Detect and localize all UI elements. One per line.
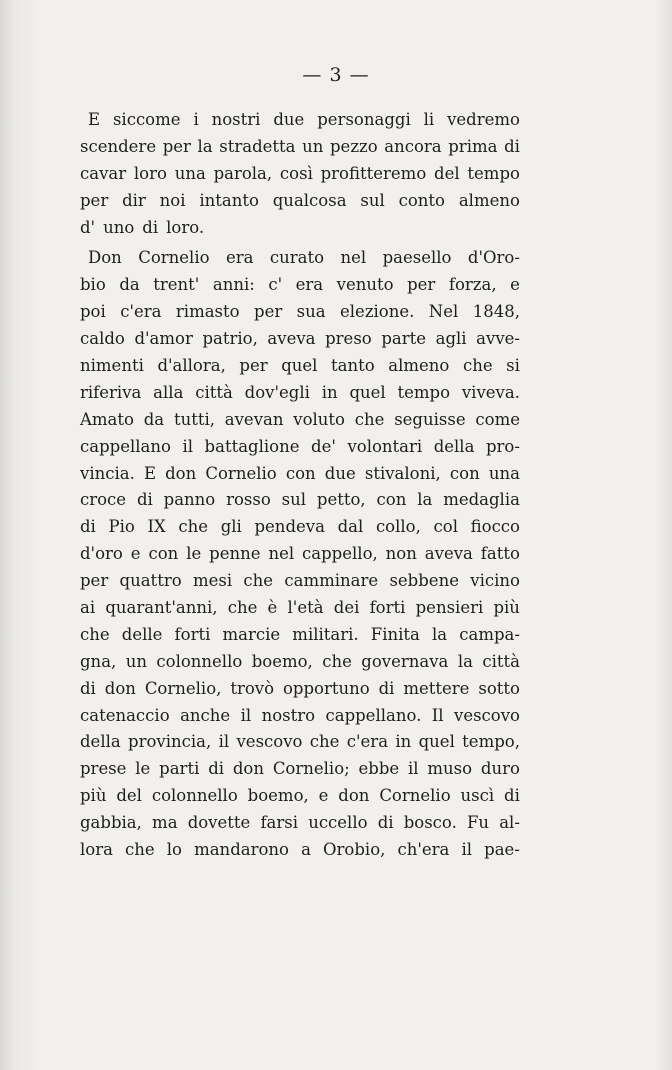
word: un <box>302 136 324 156</box>
word: pendeva <box>254 517 325 537</box>
word: come <box>475 409 520 429</box>
word: vicino <box>470 571 520 591</box>
word: almeno <box>388 356 450 376</box>
word: parte <box>381 329 427 349</box>
word: fatto <box>480 544 520 564</box>
word: in <box>321 382 338 402</box>
word: con <box>449 463 480 483</box>
word: d'amor <box>134 329 193 349</box>
word: d'Oro- <box>467 248 520 268</box>
word: forza, <box>448 275 497 295</box>
word: cappello, <box>302 544 378 564</box>
word: era <box>225 248 254 268</box>
word: rimasto <box>175 302 240 322</box>
text-line <box>80 161 520 188</box>
word: profitteremo <box>320 163 427 183</box>
word: il <box>240 705 252 725</box>
word: della <box>433 436 475 456</box>
text-line <box>80 595 520 622</box>
word: patrio, <box>202 329 258 349</box>
word: fiocco <box>470 517 520 537</box>
word: vescovo <box>454 705 520 725</box>
text-line <box>80 461 520 488</box>
word: Nel <box>428 302 459 322</box>
word: stradetta <box>219 136 296 156</box>
word: parti <box>159 759 200 779</box>
word: che <box>227 598 258 618</box>
word: avevan <box>224 409 284 429</box>
word: con <box>285 463 316 483</box>
word: mettere <box>403 678 470 698</box>
word: aveva <box>267 329 316 349</box>
word: per <box>80 190 109 210</box>
word: forti <box>174 624 211 644</box>
word: cappellano. <box>325 705 422 725</box>
word: c'era <box>120 302 162 322</box>
word: camminare <box>284 571 379 591</box>
word: la <box>197 136 213 156</box>
word: un <box>125 651 147 671</box>
word: il <box>218 732 230 752</box>
word: la <box>417 490 433 510</box>
text-line <box>80 353 520 380</box>
word: trent' <box>153 275 200 295</box>
word: don <box>104 678 136 698</box>
word: due <box>324 463 356 483</box>
word: don <box>338 786 370 806</box>
word: per <box>254 302 283 322</box>
text-line <box>80 134 520 161</box>
word: cavar <box>80 163 127 183</box>
text-line <box>80 703 520 730</box>
word: Don <box>88 248 122 268</box>
word: collo, <box>375 517 421 537</box>
word: personaggi <box>317 110 411 129</box>
text-line <box>80 434 520 461</box>
word: alla <box>153 382 184 402</box>
word: con <box>148 544 179 564</box>
word: marcie <box>222 624 281 644</box>
text-line <box>80 514 520 541</box>
word: pezzo <box>330 136 378 156</box>
word: e <box>510 275 520 295</box>
word: di <box>504 136 520 156</box>
word: parola, <box>213 163 273 183</box>
word: pae- <box>484 840 520 860</box>
page-number: — 3 — <box>302 64 370 86</box>
text-line <box>80 188 520 215</box>
word: la <box>457 651 473 671</box>
word: caldo <box>80 329 125 349</box>
word: di <box>136 490 153 510</box>
word: tanto <box>331 356 375 376</box>
word: gna, <box>80 651 117 671</box>
word: E <box>88 110 101 129</box>
word: preso <box>325 329 372 349</box>
word: gabbia, <box>80 813 142 833</box>
text-line <box>80 810 520 837</box>
word: il <box>408 759 419 779</box>
word: tutti, <box>173 409 215 429</box>
word: Orobio, <box>323 840 386 860</box>
text-line <box>80 380 520 407</box>
word: c'era <box>346 732 389 752</box>
word: trovò <box>230 678 275 698</box>
text-line <box>80 756 520 783</box>
word: intanto <box>199 190 259 210</box>
word: noi <box>159 190 186 210</box>
word: della <box>80 732 121 752</box>
word: provincia, <box>128 732 212 752</box>
word: di <box>377 813 394 833</box>
word: c' <box>268 275 283 295</box>
word: Cornelio <box>138 248 210 268</box>
word: penne <box>209 544 261 564</box>
word: forti <box>369 598 406 618</box>
word: campa- <box>459 624 520 644</box>
word: tempo <box>467 163 520 183</box>
word: col <box>433 517 458 537</box>
word: Cornelio; <box>272 759 350 779</box>
word: anni: <box>212 275 255 295</box>
text-line <box>80 676 520 703</box>
text-line <box>80 568 520 595</box>
word: quattro <box>119 571 182 591</box>
word: battaglione <box>204 436 300 456</box>
body-text <box>80 107 520 864</box>
text-line <box>80 107 520 134</box>
word: E <box>143 463 156 483</box>
word: di <box>80 517 96 537</box>
word: si <box>506 356 520 376</box>
word: petto, <box>316 490 366 510</box>
word: più <box>80 786 107 806</box>
word: de' <box>311 436 336 456</box>
word: anche <box>180 705 231 725</box>
word: governava <box>361 651 449 671</box>
word: elezione. <box>340 302 415 322</box>
word: del <box>434 163 460 183</box>
word: loro <box>133 163 167 183</box>
text-line <box>80 215 520 242</box>
text-line <box>80 649 520 676</box>
word: seguisse <box>394 409 466 429</box>
word: mesi <box>192 571 233 591</box>
word: paesello <box>382 248 452 268</box>
word: d'allora, <box>157 356 226 376</box>
text-line <box>80 487 520 514</box>
word: di <box>142 217 159 237</box>
word: tempo, <box>462 732 520 752</box>
word: di <box>504 786 520 806</box>
word: città <box>195 382 233 402</box>
word: panno <box>163 490 216 510</box>
word: Cornelio, <box>144 678 222 698</box>
word: bio <box>80 275 106 295</box>
word: almeno <box>458 190 520 210</box>
word: venuto <box>336 275 394 295</box>
word: del <box>116 786 142 806</box>
word: e <box>318 786 329 806</box>
word: sul <box>360 190 385 210</box>
word: colonnello <box>151 786 238 806</box>
word: due <box>273 110 305 129</box>
word: che <box>80 624 110 644</box>
word: di <box>378 678 395 698</box>
word: rosso <box>226 490 271 510</box>
word: e <box>130 544 141 564</box>
word: che <box>178 517 209 537</box>
text-line <box>80 299 520 326</box>
word: che <box>322 651 352 671</box>
word: città <box>482 651 520 671</box>
word: opportuno <box>282 678 370 698</box>
word: Cornelio <box>205 463 277 483</box>
word: l'età <box>287 598 324 618</box>
word: non <box>385 544 417 564</box>
word: sua <box>296 302 326 322</box>
word: mandarono <box>194 840 289 860</box>
word: da <box>143 409 165 429</box>
word: più <box>493 598 520 618</box>
word: prese <box>80 759 127 779</box>
word: il <box>182 436 194 456</box>
word: pensieri <box>415 598 484 618</box>
word: dovette <box>187 813 251 833</box>
word: militari. <box>292 624 359 644</box>
word: croce <box>80 490 127 510</box>
text-line <box>80 245 520 272</box>
word: farsi <box>260 813 299 833</box>
word: uno <box>103 217 135 237</box>
text-line <box>80 729 520 756</box>
word: prima <box>448 136 498 156</box>
word: Il <box>431 705 444 725</box>
word: ma <box>152 813 178 833</box>
word: era <box>295 275 324 295</box>
word: i <box>193 110 199 129</box>
text-line <box>80 326 520 353</box>
word: al- <box>499 813 520 833</box>
word: d'oro <box>80 544 123 564</box>
word: che <box>243 571 274 591</box>
word: dov'egli <box>244 382 310 402</box>
word: tempo <box>397 382 451 402</box>
word: viveva. <box>461 382 520 402</box>
word: duro <box>480 759 520 779</box>
word: loro. <box>166 217 205 237</box>
word: ai <box>80 598 96 618</box>
word: poi <box>80 302 106 322</box>
word: Amato <box>80 409 134 429</box>
word: don <box>232 759 264 779</box>
word: nimenti <box>80 356 144 376</box>
text-line <box>80 622 520 649</box>
word: stivaloni, <box>364 463 441 483</box>
word: d' <box>80 217 96 237</box>
word: uccello <box>308 813 368 833</box>
word: che <box>462 356 493 376</box>
word: le <box>186 544 202 564</box>
word: ch'era <box>397 840 450 860</box>
word: avve- <box>476 329 520 349</box>
word: voluto <box>293 409 345 429</box>
word: riferiva <box>80 382 142 402</box>
word: vincia. <box>80 463 135 483</box>
word: quel <box>281 356 318 376</box>
word: che <box>354 409 385 429</box>
word: curato <box>269 248 325 268</box>
word: lo <box>166 840 182 860</box>
word: in <box>395 732 412 752</box>
word: Finita <box>370 624 420 644</box>
word: ebbe <box>358 759 400 779</box>
word: bosco. <box>403 813 457 833</box>
word: nel <box>268 544 295 564</box>
word: Fu <box>466 813 490 833</box>
word: catenaccio <box>80 705 170 725</box>
word: una <box>488 463 520 483</box>
word: don <box>165 463 197 483</box>
word: quel <box>418 732 455 752</box>
word: siccome <box>112 110 181 129</box>
word: vedremo <box>447 110 520 129</box>
word: la <box>432 624 448 644</box>
word: da <box>119 275 140 295</box>
word: nostri <box>211 110 261 129</box>
word: dei <box>333 598 360 618</box>
word: colonnello <box>156 651 243 671</box>
word: per <box>239 356 268 376</box>
word: medaglia <box>443 490 520 510</box>
word: di <box>80 678 96 698</box>
word: pro- <box>485 436 520 456</box>
text-line <box>80 783 520 810</box>
word: nel <box>340 248 367 268</box>
word: quel <box>349 382 386 402</box>
word: aveva <box>424 544 473 564</box>
word: delle <box>121 624 163 644</box>
word: li <box>423 110 435 129</box>
word: qualcosa <box>272 190 347 210</box>
word: le <box>135 759 151 779</box>
word: per <box>80 571 109 591</box>
word: boemo, <box>251 651 313 671</box>
word: sebbene <box>389 571 459 591</box>
word: a <box>301 840 311 860</box>
word: una <box>174 163 206 183</box>
word: lora <box>80 840 113 860</box>
word: IX <box>147 517 166 537</box>
word: sotto <box>478 678 520 698</box>
word: Cornelio <box>379 786 451 806</box>
word: muso <box>427 759 473 779</box>
word: volontari <box>347 436 423 456</box>
word: 1848, <box>472 302 520 322</box>
word: nostro <box>261 705 316 725</box>
word: che <box>125 840 155 860</box>
word: sul <box>281 490 307 510</box>
word: di <box>208 759 225 779</box>
word: conto <box>398 190 445 210</box>
word: agli <box>435 329 467 349</box>
word: dir <box>122 190 146 210</box>
word: per <box>407 275 436 295</box>
paragraph-2 <box>80 245 520 863</box>
word: dal <box>337 517 364 537</box>
text-line <box>80 541 520 568</box>
text-line <box>80 407 520 434</box>
word: quarant'anni, <box>105 598 218 618</box>
word: il <box>461 840 473 860</box>
word: boemo, <box>247 786 309 806</box>
word: scendere <box>80 136 157 156</box>
word: che <box>309 732 340 752</box>
word: vescovo <box>236 732 303 752</box>
paragraph-1 <box>80 107 520 241</box>
word: uscì <box>460 786 495 806</box>
text-line <box>80 837 520 864</box>
word: gli <box>220 517 242 537</box>
word: ancora <box>384 136 442 156</box>
text-line <box>80 272 520 299</box>
word: cappellano <box>80 436 171 456</box>
word: Pio <box>108 517 135 537</box>
word: così <box>279 163 313 183</box>
word: con <box>376 490 407 510</box>
word: è <box>267 598 278 618</box>
word: per <box>162 136 191 156</box>
